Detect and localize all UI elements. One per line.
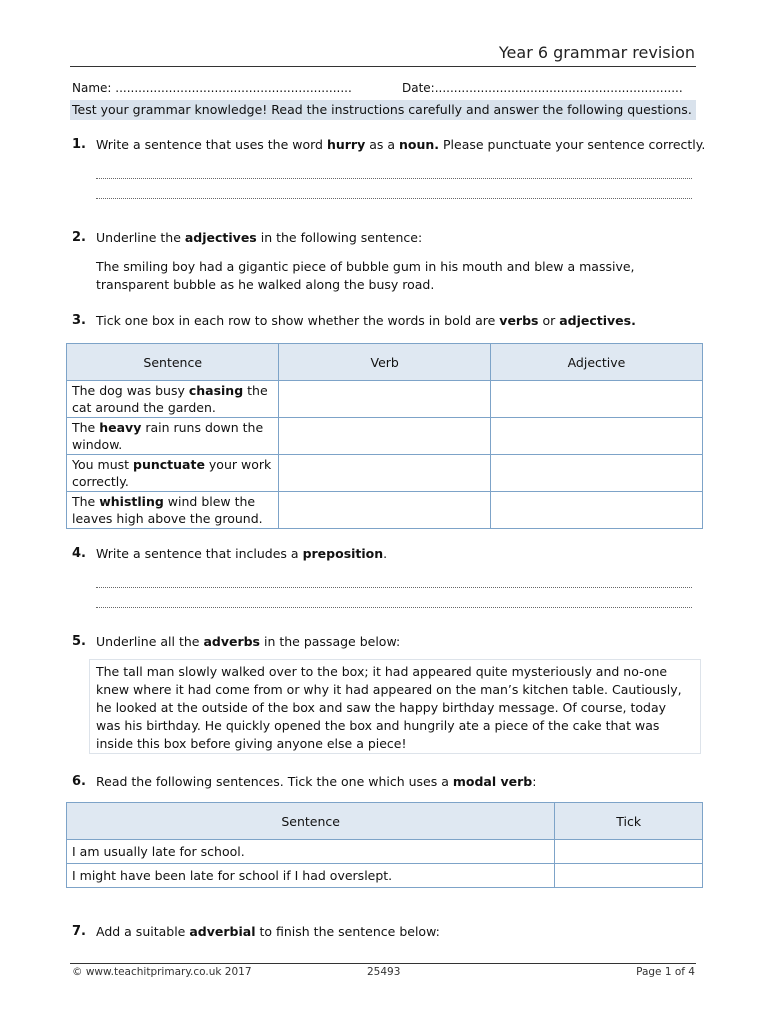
table-row xyxy=(67,381,703,418)
footer-code: 25493 xyxy=(367,966,401,978)
adjective-tick-box[interactable] xyxy=(490,381,702,418)
verb-tick-box[interactable] xyxy=(279,455,490,492)
table-row xyxy=(67,840,703,864)
question-text: Read the following sentences. Tick the one which uses a modal verb: xyxy=(96,774,537,789)
col-sentence: Sentence xyxy=(67,803,555,840)
passage-line: was his birthday. He quickly opened the box and hungrily ate a piece of the cake that was xyxy=(96,718,660,733)
adjective-tick-box[interactable] xyxy=(490,418,702,455)
sentence-cell: The dog was busy chasing the cat around the garden. xyxy=(67,381,279,418)
table-row xyxy=(67,864,703,888)
table-header-row xyxy=(67,803,703,840)
col-adjective: Adjective xyxy=(490,344,702,381)
tick-box[interactable] xyxy=(555,840,703,864)
passage-line: he looked at the outside of the box and saw the happy birthday message. Of course, today xyxy=(96,700,667,715)
verb-adjective-table xyxy=(66,343,703,529)
question-text: Tick one box in each row to show whether the words in bold are verbs or adjectives. xyxy=(96,313,636,328)
passage-line: knew where it had come from or why it had appeared on the man’s kitchen table. Cautiously, xyxy=(96,682,682,697)
date-label: Date: xyxy=(402,81,435,95)
verb-tick-box[interactable] xyxy=(279,492,490,529)
modal-verb-table xyxy=(66,802,703,888)
col-verb: Verb xyxy=(279,344,490,381)
sentence-cell: I might have been late for school if I had overslept. xyxy=(67,864,555,888)
footer-copyright: © www.teachitprimary.co.uk 2017 xyxy=(72,966,252,978)
question-text: Add a suitable adverbial to finish the sentence below: xyxy=(96,924,440,939)
passage-line: inside this box before giving anyone else a piece! xyxy=(96,736,407,751)
date-group xyxy=(402,81,683,95)
question-text: Write a sentence that includes a preposition. xyxy=(96,546,388,561)
intro-banner: Test your grammar knowledge! Read the instructions carefully and answer the following questions. xyxy=(70,100,696,120)
header-rule xyxy=(70,66,696,67)
table-row xyxy=(67,455,703,492)
question-number: 7. xyxy=(72,924,86,939)
col-sentence: Sentence xyxy=(67,344,279,381)
sentence-cell: I am usually late for school. xyxy=(67,840,555,864)
sentence-cell: The heavy rain runs down the window. xyxy=(67,418,279,455)
footer-page-number: Page 1 of 4 xyxy=(636,966,695,978)
name-date-row xyxy=(72,81,696,95)
col-tick: Tick xyxy=(555,803,703,840)
passage-line: The tall man slowly walked over to the box; it had appeared quite mysteriously and no-one xyxy=(96,664,668,679)
name-field[interactable]: .............................................................. xyxy=(115,81,352,95)
table-row xyxy=(67,492,703,529)
answer-line-4b[interactable] xyxy=(96,607,692,609)
name-label: Name: xyxy=(72,81,112,95)
question-text: Underline the adjectives in the following sentence: xyxy=(96,230,423,245)
question-number: 4. xyxy=(72,546,86,561)
adjective-tick-box[interactable] xyxy=(490,455,702,492)
table-row xyxy=(67,418,703,455)
question-number: 1. xyxy=(72,137,86,152)
question-number: 6. xyxy=(72,774,86,789)
question-text: Write a sentence that uses the word hurry as a noun. Please punctuate your sentence correctly. xyxy=(96,137,706,152)
verb-tick-box[interactable] xyxy=(279,418,490,455)
adverb-passage-box[interactable] xyxy=(89,659,701,754)
answer-line-1b[interactable] xyxy=(96,198,692,200)
question-number: 3. xyxy=(72,313,86,328)
verb-tick-box[interactable] xyxy=(279,381,490,418)
table-header-row xyxy=(67,344,703,381)
date-field[interactable]: ................................................................. xyxy=(434,81,683,95)
question-number: 5. xyxy=(72,634,86,649)
page-title: Year 6 grammar revision xyxy=(498,43,695,62)
answer-line-1a[interactable] xyxy=(96,178,692,180)
answer-line-4a[interactable] xyxy=(96,587,692,589)
tick-box[interactable] xyxy=(555,864,703,888)
sentence-cell: The whistling wind blew the leaves high above the ground. xyxy=(67,492,279,529)
footer-rule xyxy=(70,963,696,964)
q2-sentence[interactable]: The smiling boy had a gigantic piece of bubble gum in his mouth and blew a massive, transparent bubble as he walked along the busy road. xyxy=(96,259,635,292)
adjective-tick-box[interactable] xyxy=(490,492,702,529)
sentence-cell: You must punctuate your work correctly. xyxy=(67,455,279,492)
question-number: 2. xyxy=(72,230,86,245)
question-text: Underline all the adverbs in the passage below: xyxy=(96,634,401,649)
